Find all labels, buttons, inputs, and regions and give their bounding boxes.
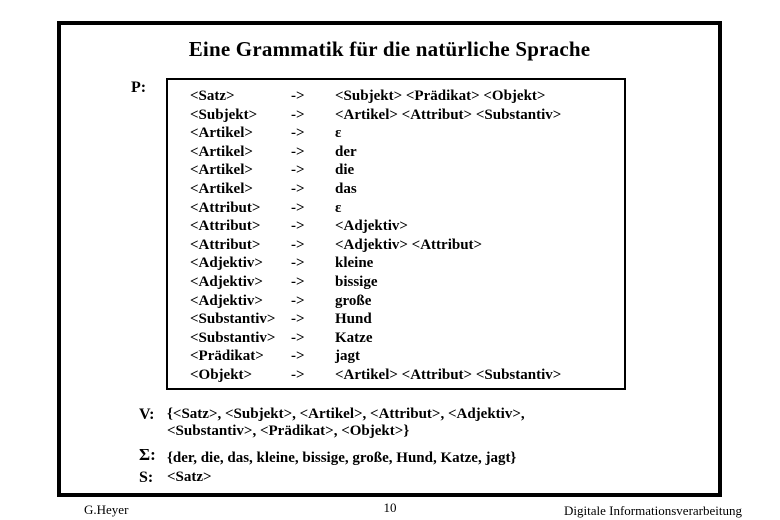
production-rhs: große [335,292,372,309]
production-rhs: jagt [335,348,360,365]
start-symbol-label: S: [139,469,154,486]
production-arrow: -> [291,366,305,383]
production-lhs: <Objekt> [190,366,253,383]
production-rhs: bissige [335,273,378,290]
production-arrow: -> [291,162,305,179]
production-lhs: <Satz> [190,88,235,104]
production-arrow: -> [291,329,305,346]
production-rhs: <Artikel> <Attribut> <Substantiv> [335,366,562,383]
production-lhs: <Artikel> [190,162,253,179]
production-row [190,161,624,180]
production-row [190,273,624,292]
production-rhs: <Artikel> <Attribut> <Substantiv> [335,106,562,123]
production-lhs: <Artikel> [190,125,253,142]
production-lhs: <Prädikat> [190,348,264,365]
production-lhs: <Attribut> [190,199,261,216]
production-arrow: -> [291,218,305,235]
production-rhs: ε [335,199,342,216]
production-rhs: der [335,143,357,160]
variables-set-line2: <Substantiv>, <Prädikat>, <Objekt>} [167,423,410,439]
production-rhs: Katze [335,329,373,346]
start-symbol-value: <Satz> [167,469,212,485]
production-lhs: <Attribut> [190,218,261,235]
production-arrow: -> [291,292,305,309]
terminals-set: {der, die, das, kleine, bissige, große, Hund, Katze, jagt} [167,450,517,466]
production-row [190,199,624,218]
production-row [190,310,624,329]
production-arrow: -> [291,236,305,253]
production-rhs: das [335,180,357,197]
production-arrow: -> [291,106,305,123]
production-row [190,87,624,106]
production-lhs: <Subjekt> [190,106,258,123]
production-row [190,366,624,385]
production-lhs: <Substantiv> [190,311,276,328]
production-arrow: -> [291,125,305,142]
production-lhs: <Substantiv> [190,329,276,346]
production-arrow: -> [291,199,305,216]
production-row [190,347,624,366]
production-row [190,124,624,143]
productions-label: P: [131,79,147,96]
production-row [190,180,624,199]
production-rhs: Hund [335,311,372,328]
variables-set [167,406,525,440]
production-row [190,254,624,273]
production-rhs: kleine [335,255,374,272]
page-number: 10 [383,500,397,515]
production-arrow: -> [291,143,305,160]
production-rhs: die [335,162,355,179]
production-arrow: -> [291,88,305,104]
production-arrow: -> [291,311,305,328]
production-rhs: <Subjekt> <Prädikat> <Objekt> [335,88,546,104]
production-arrow: -> [291,273,305,290]
footer-author: G.Heyer [84,502,129,517]
production-rhs: ε [335,125,342,142]
production-arrow: -> [291,348,305,365]
production-lhs: <Adjektiv> [190,273,263,290]
production-row [190,217,624,236]
production-lhs: <Artikel> [190,143,253,160]
production-rhs: <Adjektiv> <Attribut> [335,236,483,253]
production-lhs: <Adjektiv> [190,255,263,272]
production-rules-box [166,78,626,390]
production-row [190,236,624,255]
terminals-label: Σ: [139,445,156,464]
footer-course: Digitale Informationsverarbeitung [564,503,742,518]
production-lhs: <Attribut> [190,236,261,253]
production-lhs: <Adjektiv> [190,292,263,309]
production-arrow: -> [291,180,305,197]
slide-title: Eine Grammatik für die natürliche Sprache [188,37,591,61]
variables-set-line1: {<Satz>, <Subjekt>, <Artikel>, <Attribut>, <Adjektiv>, [167,406,525,422]
production-row [190,292,624,311]
production-row [190,106,624,125]
production-arrow: -> [291,255,305,272]
production-row [190,329,624,348]
variables-label: V: [139,406,155,423]
production-rhs: <Adjektiv> [335,218,408,235]
production-lhs: <Artikel> [190,180,253,197]
production-row [190,143,624,162]
